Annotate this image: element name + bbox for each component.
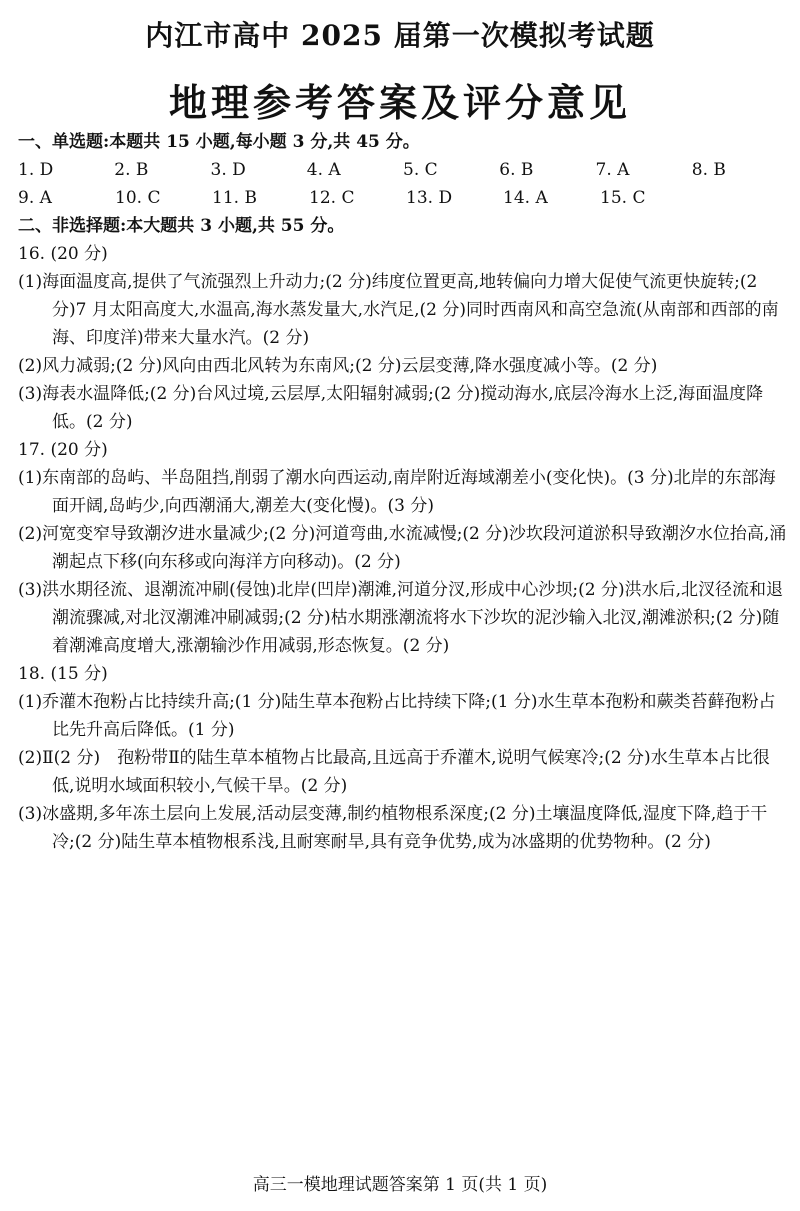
question-16-heading: 16. (20 分) — [18, 244, 108, 264]
answer-item: 5. C — [403, 160, 438, 180]
answers-row-1 — [18, 156, 788, 184]
answer-item: 10. C — [115, 188, 161, 208]
page-footer: 高三一模地理试题答案第 1 页(共 1 页) — [252, 1175, 548, 1195]
answers-row-2 — [18, 184, 788, 212]
answer-item: 13. D — [406, 188, 453, 208]
answer-item: 7. A — [595, 160, 630, 180]
question-17-part-2: (2)河宽变窄导致潮汐进水量减少;(2 分)河道弯曲,水流减慢;(2 分)沙坎段河道淤积导致潮汐水位抬高,涌潮起点下移(向东移或向海洋方向移动)。(2 分) — [18, 524, 787, 572]
page-title: 地理参考答案及评分意见 — [168, 80, 631, 125]
answer-item: 11. B — [212, 188, 257, 208]
answer-item: 6. B — [499, 160, 534, 180]
question-17-part-3: (3)洪水期径流、退潮流冲刷(侵蚀)北岸(凹岸)潮滩,河道分汊,形成中心沙坝;(2 分)洪水后,北汊径流和退潮流骤减,对北汊潮滩冲刷减弱;(2 分)枯水期涨潮流将水下沙坎的泥沙输入北汊,潮滩淤积;(2 分)随着潮滩高度增大,涨潮输沙作用减弱,形态恢复。(2 分) — [18, 580, 784, 656]
question-16-part-2: (2)风力减弱;(2 分)风向由西北风转为东南风;(2 分)云层变薄,降水强度减小等。(2 分) — [18, 356, 658, 376]
question-18-part-2: (2)Ⅱ(2 分) 孢粉带Ⅱ的陆生草本植物占比最高,且远高于乔灌木,说明气候寒冷;(2 分)水生草本占比很低,说明水域面积较小,气候干旱。(2 分) — [18, 748, 770, 796]
answer-item: 9. A — [18, 188, 52, 208]
answer-item: 2. B — [114, 160, 149, 180]
question-18-heading: 18. (15 分) — [18, 664, 108, 684]
section-1-heading: 一、单选题:本题共 15 小题,每小题 3 分,共 45 分。 — [18, 132, 420, 152]
answer-item: 3. D — [210, 160, 246, 180]
exam-title: 内江市高中 2025 届第一次模拟考试题 — [145, 19, 655, 52]
question-16-part-1: (1)海面温度高,提供了气流强烈上升动力;(2 分)纬度位置更高,地转偏向力增大促使气流更快旋转;(2 分)7 月太阳高度大,水温高,海水蒸发量大,水汽足,(2 分)同时西南风和高空急流(从南部和西部的南海、印度洋)带来大量水汽。(2 分) — [18, 272, 779, 348]
section-2-heading: 二、非选择题:本大题共 3 小题,共 55 分。 — [18, 216, 345, 236]
question-16-part-3: (3)海表水温降低;(2 分)台风过境,云层厚,太阳辐射减弱;(2 分)搅动海水,底层冷海水上泛,海面温度降低。(2 分) — [18, 384, 764, 432]
question-17-part-1: (1)东南部的岛屿、半岛阻挡,削弱了潮水向西运动,南岸附近海域潮差小(变化快)。(3 分)北岸的东部海面开阔,岛屿少,向西潮涌大,潮差大(变化慢)。(3 分) — [18, 468, 776, 516]
answer-item: 15. C — [600, 188, 646, 208]
question-18-part-3: (3)冰盛期,多年冻土层向上发展,活动层变薄,制约植物根系深度;(2 分)土壤温度降低,湿度下降,趋于干冷;(2 分)陆生草本植物根系浅,且耐寒耐旱,具有竞争优势,成为冰盛期的优势物种。(2 分) — [18, 804, 768, 852]
answer-item: 14. A — [503, 188, 548, 208]
answer-item: 8. B — [691, 160, 726, 180]
answer-content — [18, 128, 788, 856]
answer-item: 12. C — [309, 188, 355, 208]
answer-item: 1. D — [18, 160, 54, 180]
question-18-part-1: (1)乔灌木孢粉占比持续升高;(1 分)陆生草本孢粉占比持续下降;(1 分)水生草本孢粉和蕨类苔藓孢粉占比先升高后降低。(1 分) — [18, 692, 776, 740]
question-17-heading: 17. (20 分) — [18, 440, 108, 460]
answer-item: 4. A — [306, 160, 341, 180]
